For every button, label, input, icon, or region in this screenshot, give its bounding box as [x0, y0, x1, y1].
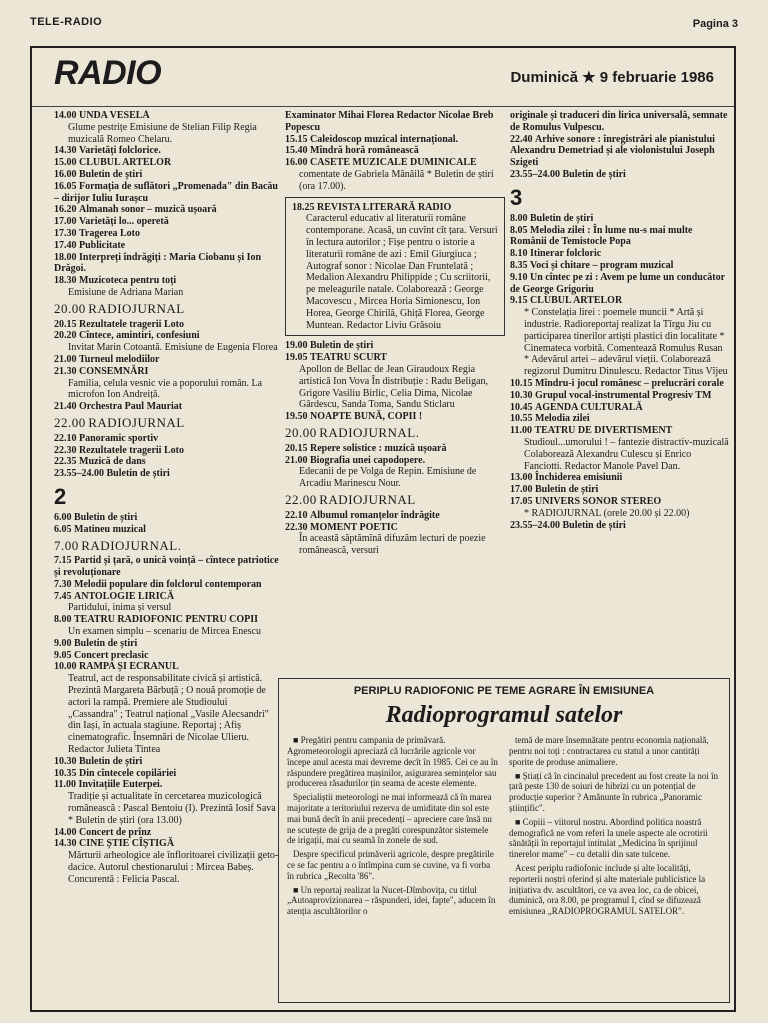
item-title: AGENDA CULTURALĂ — [535, 401, 643, 413]
schedule-item — [54, 433, 279, 445]
feature-right-column — [509, 735, 721, 920]
item-title: Repere solistice : muzică ușoară — [310, 442, 447, 454]
program-3-heading: 3 — [510, 184, 523, 210]
item-title: TEATRU RADIOFONIC PENTRU COPII — [74, 614, 258, 626]
item-time: 17.00 — [54, 216, 77, 228]
item-description: În această săptămînă difuzăm lecturi de poezie românească, versuri — [299, 533, 486, 557]
item-title: Muzică de dans — [79, 456, 146, 468]
item-title: Buletin de știri — [562, 519, 626, 531]
schedule-item — [510, 295, 730, 378]
schedule-item — [54, 827, 279, 839]
item-title: Mîndru-i jocul românesc – prelucrări corale — [535, 377, 724, 389]
item-title: Tragerea Loto — [79, 227, 141, 239]
item-time: 21.00 — [54, 353, 77, 365]
item-time: 20.15 — [54, 318, 77, 330]
schedule-item — [54, 401, 279, 413]
column-1 — [54, 110, 279, 886]
schedule-item — [285, 455, 505, 490]
schedule-date: Duminică ★ 9 februarie 1986 — [510, 69, 714, 86]
item-time: 10.55 — [510, 413, 533, 425]
item-time: 18.30 — [54, 275, 77, 287]
publication-name: TELE-RADIO — [30, 16, 103, 28]
schedule-item — [54, 512, 279, 524]
item-description: Tradiție și actualitate în cercetarea muzicologică românească : Pascal Bentoiu (I). Prezintă Iosif Sava * Buletin de știri (ora 13.00) — [68, 791, 276, 826]
item-time: 8.35 — [510, 259, 528, 271]
schedule-item — [54, 591, 279, 615]
page-number: Pagina 3 — [692, 18, 738, 30]
schedule-item — [54, 275, 279, 299]
title-row — [32, 48, 734, 107]
schedule-item — [510, 169, 730, 181]
literary-review-box — [285, 197, 505, 337]
item-description: Emisiune de Adriana Marian — [68, 286, 184, 298]
item-time: 8.00 — [510, 212, 528, 224]
schedule-item — [510, 134, 730, 169]
schedule-item — [285, 510, 505, 522]
item-time: 22.10 — [54, 432, 77, 444]
item-time: 14.00 — [54, 826, 77, 838]
radio-schedule-frame — [30, 46, 736, 1012]
item-title: Examinator Mihai Florea Redactor Nicolae Breb Popescu — [285, 110, 494, 133]
schedule-item — [54, 240, 279, 252]
item-title: Buletin de știri — [79, 168, 143, 180]
schedule-item — [54, 614, 279, 638]
schedule-item — [54, 779, 279, 826]
feature-left-column — [287, 735, 499, 920]
schedule-item — [54, 524, 279, 536]
item-title: Matineu muzical — [74, 523, 146, 535]
item-time: 14.30 — [54, 838, 77, 850]
item-time: 14.00 — [54, 110, 77, 121]
item-title: Rezultatele tragerii Loto — [79, 318, 184, 330]
item-time: 7.45 — [54, 590, 72, 602]
item-description: Teatrul, act de responsabilitate civică și artistică. Prezintă Margareta Bărbuță ; O nouă promoție de actori la rampă. Premiere ale Studioului „Cassandra" ; Teatrul național „Vasile Alecsandri" din Iași, în actuala stagiune. Reportaj ; Afiș cinematografic. Însemnări de Nicolae Ulieru. Redactor Julieta Tintea — [68, 673, 269, 756]
program-3-list — [510, 213, 730, 532]
item-time: 9.15 — [510, 295, 528, 307]
item-description: Un examen simplu – scenariu de Mircea Enescu — [68, 626, 261, 638]
item-title: Buletin de știri — [530, 212, 594, 224]
schedule-item — [54, 456, 279, 468]
item-time: 6.00 — [54, 511, 72, 523]
schedule-item — [54, 204, 279, 216]
item-title: RADIOJURNAL. — [81, 537, 182, 553]
schedule-item — [510, 402, 730, 414]
item-title: REVISTA LITERARĂ RADIO — [317, 201, 452, 213]
item-time: 8.00 — [54, 614, 72, 626]
item-title: UNIVERS SONOR STEREO — [535, 495, 662, 507]
item-time: 22.30 — [285, 521, 308, 533]
schedule-item — [285, 145, 505, 157]
item-time: 20.00 — [54, 300, 86, 316]
item-title: Invitațiile Euterpei. — [78, 779, 163, 791]
feature-body — [287, 735, 721, 920]
schedule-item — [285, 425, 505, 441]
item-title: Biografia unei capodopere. — [310, 454, 426, 466]
item-title: Buletin de știri — [74, 511, 138, 523]
item-time: 10.35 — [54, 767, 77, 779]
item-title: Melodii populare din folclorul contemporan — [74, 578, 262, 590]
schedule-item — [54, 650, 279, 662]
item-time: 17.05 — [510, 495, 533, 507]
feature-paragraph: ■ Copiii – viitorul nostru. Abordind politica noastră demografică ne vom referi la unele aspecte ale ocrotirii sănătății în reportajul intitulat „Medicina în sprijinul tinerelor mame" – cu detalii din sate tulcene. — [509, 816, 708, 860]
item-title: Interpreți îndrăgiți : Maria Ciobanu și Ion Drăgoi. — [54, 251, 262, 275]
schedule-item — [54, 415, 279, 431]
item-description: Caracterul educativ al literaturii române contemporane. Acasă, un cuvînt cît țara. Versuri în lectura autorilor ; Fișe pentru o istorie a literaturii române de azi : Emil Giurgiuca ; Autograf sonor : Nicolae Dan Fruntelată ; Medalion Alexandru Philippide ; Cu scriitorii, pe meleagurile natale. Colaborează : George Macovescu , Mircea Horia Simionescu, Ion Horea, George Chirilă, Ghiță Florea, George Muntean. Redactor Liviu Grăsoiu — [306, 213, 498, 331]
schedule-item — [54, 555, 279, 579]
item-description: comentate de Gabriela Mănăilă * Buletin de știri (ora 17.00). — [299, 168, 494, 192]
agrarian-feature-box — [278, 678, 730, 1003]
item-title: CASETE MUZICALE DUMINICALE — [310, 157, 477, 169]
item-title: RAMPA ȘI ECRANUL — [79, 661, 179, 673]
item-description: Apollon de Bellac de Jean Giraudoux Regia artistică Ion Vova În distribuție : Radu Beligan, Grigore Vasiliu Birlic, Celia Dima, Nicolae Gârdescu, Sanda Toma, Sandu Sticlaru — [299, 363, 489, 411]
schedule-item — [285, 522, 505, 557]
schedule-item — [54, 638, 279, 650]
item-title: MOMENT POETIC — [310, 521, 398, 533]
schedule-item — [285, 134, 505, 146]
item-description: Mărturii arheologice ale înfloritoarei civilizații geto-dacice. Autorul chestionarului : Mircea Babeș. Concurentă : Felicia Pascal. — [68, 850, 279, 885]
item-title: CINE ȘTIE CÎȘTIGĂ — [79, 838, 175, 850]
item-title: Concert preclasic — [74, 649, 149, 661]
item-description: Invitat Marin Cotoantă. Emisiune de Eugenia Florea — [68, 342, 278, 354]
item-time: 21.30 — [54, 365, 77, 377]
schedule-item — [510, 413, 730, 425]
item-description: Edecanii de pe Volga de Repin. Emisiune de Arcadiu Marinescu Nour. — [299, 466, 477, 490]
item-time: 6.05 — [54, 523, 72, 535]
item-title: Orchestra Paul Mauriat — [79, 401, 183, 413]
item-title: Din cîntecele copilăriei — [79, 767, 177, 779]
program-2-end-list — [510, 110, 730, 181]
item-time: 9.10 — [510, 271, 528, 283]
schedule-item — [54, 468, 279, 480]
item-description: Familia, celula vesnic vie a poporului român. La microfon Ion Andreiță. — [68, 377, 263, 401]
schedule-item — [54, 768, 279, 780]
feature-paragraph: Despre specificul primăverii agricole, despre pregătirile ce se fac pentru a o întîmpina cum se cuvine, va fi vorba în rubrica „Recolta '86". — [287, 849, 494, 881]
item-description: Glume pestrițe Emisiune de Stelian Filip Regia muzicală Romeo Chelaru. — [68, 121, 257, 145]
item-time: 10.30 — [510, 389, 533, 401]
item-title: Buletin de știri — [310, 340, 374, 352]
schedule-item — [54, 252, 279, 276]
item-title: RADIOJURNAL — [88, 414, 185, 430]
schedule-item — [54, 661, 279, 755]
schedule-item — [54, 181, 279, 205]
schedule-item — [510, 472, 730, 484]
item-title: RADIOJURNAL — [88, 300, 185, 316]
item-title: TEATRU SCURT — [310, 352, 387, 364]
schedule-item — [54, 110, 279, 145]
schedule-item — [510, 213, 730, 225]
item-time: 9.05 — [54, 649, 72, 661]
item-time: 16.20 — [54, 204, 77, 216]
item-time: 13.00 — [510, 472, 533, 484]
item-time: 20.00 — [285, 424, 317, 440]
item-time: 10.30 — [54, 755, 77, 767]
item-time: 11.00 — [510, 425, 532, 437]
item-title: Itinerar folcloric — [530, 248, 602, 260]
item-time: 15.00 — [54, 157, 77, 169]
schedule-item — [285, 352, 505, 411]
item-title: Melodia zilei — [535, 413, 590, 425]
item-time: 17.00 — [510, 484, 533, 496]
program-1-continued-list — [285, 110, 505, 193]
item-title: RADIOJURNAL. — [319, 424, 420, 440]
item-title: TEATRU DE DIVERTISMENT — [534, 425, 673, 437]
item-description: * RADIOJURNAL (orele 20.00 și 22.00) — [524, 507, 690, 519]
item-title: CLUBUL ARTELOR — [530, 295, 623, 307]
schedule-item — [54, 366, 279, 401]
item-time: 21.00 — [285, 454, 308, 466]
item-title: Buletin de știri — [562, 168, 626, 180]
item-time: 17.40 — [54, 239, 77, 251]
schedule-item — [54, 157, 279, 169]
schedule-item — [54, 228, 279, 240]
item-time: 20.15 — [285, 442, 308, 454]
schedule-item — [510, 390, 730, 402]
item-time: 7.00 — [54, 537, 79, 553]
item-time: 20.20 — [54, 330, 77, 342]
item-title: Arhive sonore : înregistrări ale pianistului Alexandru Demetriad și ale violonistului Joseph Szigeti — [510, 133, 715, 169]
schedule-item — [54, 838, 279, 885]
item-title: Albumul romanțelor îndrăgite — [310, 509, 440, 521]
feature-kicker: PERIPLU RADIOFONIC PE TEME AGRARE ÎN EMISIUNEA — [353, 685, 655, 697]
item-time: 8.10 — [510, 248, 528, 260]
column-3 — [510, 110, 730, 531]
item-time: 14.30 — [54, 145, 77, 157]
feature-paragraph: ■ Pregătiri pentru campania de primăvară. Agrometeorologii apreciază că lucrările agricole vor începe anul acesta mai devreme decît în 1985. Cei ce au în răspundere pregătirea mașinilor, asigurarea semințelor sau producerea răsadurilor țin seama de aceste elemente. — [287, 735, 498, 789]
item-title: Muzicoteca pentru toți — [79, 275, 177, 287]
item-time: 16.00 — [285, 157, 308, 169]
schedule-item — [510, 260, 730, 272]
item-title: Buletin de știri — [535, 484, 599, 496]
item-title: Varietăți lo... operetă — [79, 216, 169, 228]
item-time: 15.40 — [285, 145, 308, 157]
item-title: Turneul melodiilor — [79, 353, 160, 365]
schedule-item — [54, 145, 279, 157]
item-time: 23.55–24.00 — [510, 168, 560, 180]
schedule-item — [54, 319, 279, 331]
page-header — [0, 0, 768, 34]
item-time: 7.30 — [54, 578, 72, 590]
schedule-item — [510, 378, 730, 390]
item-time: 23.55–24.00 — [510, 519, 560, 531]
item-time: 22.35 — [54, 456, 77, 468]
schedule-item — [54, 538, 279, 554]
item-description: Studioul...umorului ! – fantezie distractiv-muzicală Colaborează Alexandru Culescu și Enrico Fanciotti. Redactor Manole Pavel Dan. — [524, 436, 729, 472]
feature-paragraph: ■ Un reportaj realizat la Nucet-Dîmbovița, cu titlul „Autoaprovizionarea – răspunderi, idei, fapte", aducem în atenția ascultătorilor o — [287, 884, 496, 917]
item-title: ANTOLOGIE LIRICĂ — [74, 590, 175, 602]
item-time: 22.30 — [54, 444, 77, 456]
item-title: CONSEMNĂRI — [79, 365, 149, 377]
item-time: 18.25 — [292, 201, 315, 213]
item-title: Un cîntec pe zi : Avem pe lume un conducător de George Grigoriu — [510, 271, 725, 295]
item-title: Grupul vocal-instrumental Progresiv TM — [535, 389, 712, 401]
item-time: 18.00 — [54, 251, 77, 263]
item-title: Melodia zilei : În lume nu-s mai multe Românii de Temistocle Popa — [510, 224, 693, 248]
schedule-item — [510, 425, 730, 472]
item-time: 19.50 — [285, 411, 308, 423]
schedule-item — [54, 169, 279, 181]
schedule-item — [285, 443, 505, 455]
schedule-item — [510, 520, 730, 532]
item-title: Rezultatele tragerii Loto — [79, 444, 184, 456]
schedule-item — [54, 756, 279, 768]
schedule-item — [285, 492, 505, 508]
schedule-item — [54, 330, 279, 354]
item-time: 11.00 — [54, 779, 76, 791]
item-time: 22.10 — [285, 509, 308, 521]
schedule-item — [54, 216, 279, 228]
item-title: Varietăți folclorice. — [79, 145, 161, 157]
item-title: Închiderea emisiunii — [535, 472, 623, 484]
item-description: Partidului, inima și versul — [68, 602, 172, 614]
item-time: 9.00 — [54, 637, 72, 649]
item-time: 15.15 — [285, 133, 308, 145]
feature-paragraph: Acest periplu radiofonic include și alte localități, reporterii noștri oferind și alte materiale publicistice la inițiativa dv. ascultători, ce va avea loc, ca de obicei, duminică, ora 8.00, pe programul I, cînd se difuzează emisiunea „RADIOPROGRAMUL SATELOR". — [509, 862, 706, 917]
item-time: 19.05 — [285, 352, 308, 364]
schedule-item — [510, 110, 730, 134]
feature-paragraph: Specialiștii meteorologi ne mai informează că în marea majoritate a teritoriului rezerva de umiditate din sol este mai bună decît în anii precedenți – apreciere care însă nu ne scutește de grija de a pregăti corespunzător sistemele de irigații, mai cu seamă în zonele de sud. — [287, 792, 492, 846]
item-time: 23.55–24.00 — [54, 468, 104, 480]
item-title: NOAPTE BUNĂ, COPII ! — [310, 411, 423, 423]
item-title: Partid și țară, o unică voință – cîntece patriotice și revoluționare — [54, 555, 279, 579]
schedule-item — [510, 496, 730, 520]
item-description: * Constelația lirei : poemele muncii * Artă și industrie. Radioreportaj realizat la Tîrgu Jiu cu participarea tinerilor artiști plastici din localitate * Cinemateca vorbită. Comentează Romulus Rusan * Adevărul artei – adevărul vieții. Colaborează regizorul Dumitru Dinulescu. Redactor Titus Vîjeu — [524, 307, 728, 378]
item-title: UNDA VESELĂ — [79, 110, 150, 121]
schedule-item — [285, 411, 505, 423]
program-2-heading: 2 — [54, 483, 67, 509]
schedule-item — [54, 354, 279, 366]
item-time: 16.05 — [54, 180, 77, 192]
item-title: Concert de prînz — [79, 826, 152, 838]
item-title: Voci și chitare – program muzical — [530, 259, 674, 271]
item-title: RADIOJURNAL — [319, 491, 416, 507]
item-title: Panoramic sportiv — [79, 432, 159, 444]
item-time: 10.15 — [510, 377, 533, 389]
item-title: originale și traduceri din lirica universală, semnate de Romulus Vulpescu. — [510, 110, 728, 133]
item-title: Buletin de știri — [79, 755, 143, 767]
item-time: 22.00 — [285, 491, 317, 507]
item-time: 7.15 — [54, 555, 72, 567]
item-time: 19.00 — [285, 340, 308, 352]
item-title: Publicitate — [79, 239, 126, 251]
program-2-continued-list — [285, 340, 505, 557]
item-title: Buletin de știri — [106, 468, 170, 480]
item-time: 10.00 — [54, 661, 77, 673]
item-time: 16.00 — [54, 168, 77, 180]
schedule-item — [510, 484, 730, 496]
feature-title: Radioprogramul satelor — [385, 702, 623, 729]
item-title: Formația de suflători „Promenada" din Bacău – dirijor Iuliu Iurașcu — [54, 180, 278, 204]
program-1-list — [54, 110, 279, 480]
schedule-item — [285, 110, 505, 134]
schedule-item — [54, 301, 279, 317]
item-time: 22.00 — [54, 414, 86, 430]
item-time: 21.40 — [54, 401, 77, 413]
schedule-item — [510, 272, 730, 296]
item-time: 22.40 — [510, 133, 533, 145]
item-title: Mîndră horă românească — [310, 145, 419, 157]
item-title: Buletin de știri — [74, 637, 138, 649]
schedule-item — [510, 248, 730, 260]
section-title: RADIO — [54, 54, 162, 92]
column-2 — [285, 110, 505, 557]
feature-paragraph: ■ Știați că în cincinalul precedent au fost create la noi în țară peste 130 de soiuri de hibrizi cu un potențial de producție superior ? Amănunte în rubrica „Panoramic științific". — [509, 770, 719, 813]
item-title: Caleidoscop muzical internațional. — [310, 133, 459, 145]
schedule-item — [54, 579, 279, 591]
program-2-list — [54, 512, 279, 886]
item-time: 17.30 — [54, 227, 77, 239]
schedule-item — [510, 225, 730, 249]
item-time: 8.05 — [510, 224, 528, 236]
item-time: 10.45 — [510, 401, 533, 413]
schedule-item — [285, 157, 505, 192]
item-title: Cîntece, amintiri, confesiuni — [79, 330, 200, 342]
schedule-item — [285, 340, 505, 352]
feature-paragraph: temă de mare însemnătate pentru economia națională, pentru noi toți : contractarea cu statul a unor cantități sporite de produse animaliere. — [509, 735, 709, 767]
schedule-item — [54, 445, 279, 457]
item-title: CLUBUL ARTELOR — [79, 157, 172, 169]
item-title: Almanah sonor – muzică ușoară — [79, 204, 217, 216]
